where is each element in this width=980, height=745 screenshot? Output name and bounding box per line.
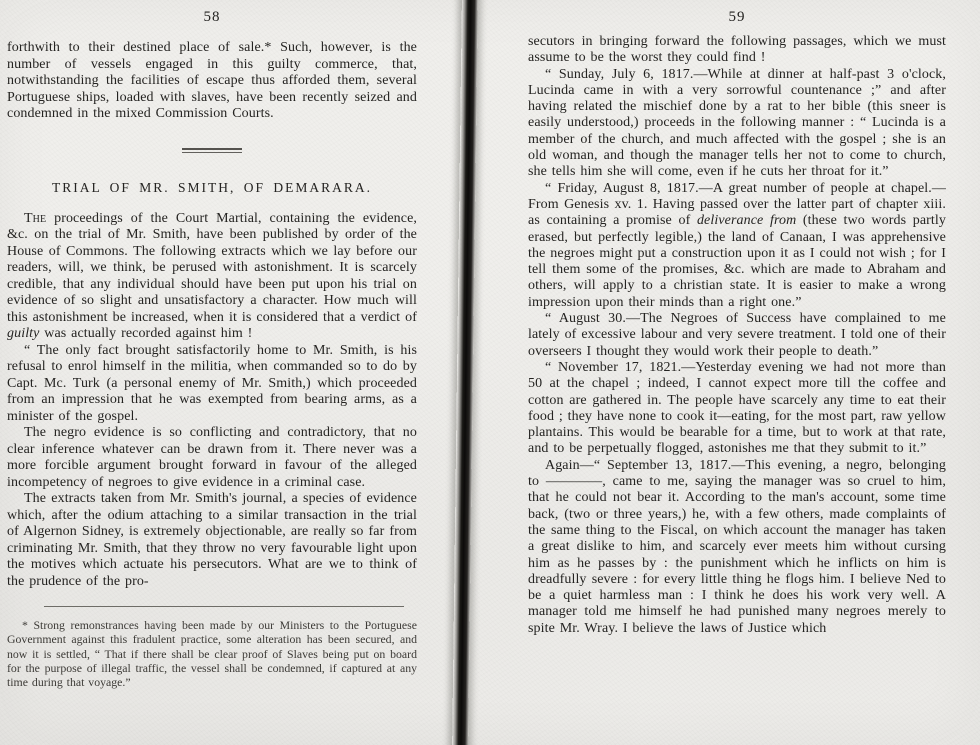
footnote: * Strong remonstrances having been made by our Ministers to the Portuguese Government against this fradulent practice, some alteration has been secured, and now it is settled, “ That if there shall be clear proof of Slaves being put on board for the purpose of illegal traffic, the vessel shall be condemned, if captured at any time during that voyage.”	[7, 618, 417, 690]
paragraph: Again—“ September 13, 1817.—This evening, a negro, belonging to ————, came to me, saying the manager was so cruel to him, that he could not bear it. According to the man's account, some time back, (two or three years,) he, with a few others, made complaints of the same thing to the Fiscal, on which account the manager has taken a great dislike to him, and scarcely ever meets him without cursing him as he passes by : the punishment which he inflicts on him is dreadfully severe : for every little thing he flogs him. I believe Ned to be a quiet harmless man : I think he does his work very well. A manager told me himself he had punished many negroes merely to spite Mr. Wray. I believe the laws of Justice which	[528, 457, 946, 636]
paragraph: The negro evidence is so conflicting and contradictory, that no clear inference whatever can be drawn from it. There never was a more forcible argument brought forward in favour of the alleged incompetency of negroes to give evidence in a criminal case.	[7, 425, 417, 490]
paragraph: “ November 17, 1821.—Yesterday evening we had not more than 50 at the chapel ; indeed, I cannot expect more till the coffee and cotton are gathered in. The people have scarcely any time to eat their food ; they have none to cook it—eating, for the most part, raw yellow plantains. This would be bearable for a time, but to work at that rate, and to be perpetually flogged, astonishes me that they submit to it.”	[528, 359, 946, 457]
paragraph: “ Sunday, July 6, 1817.—While at dinner at half-past 3 o'clock, Lucinda came in with a very sorrowful countenance ;” and after having related the mischief done by a rat to her bible (this sneer is easily understood,) proceeds in the following manner : “ Lucinda is a member of the church, and much affected with the gospel ; she is an old woman, and though the manager tells her not to come to church, she tells him she will come, even if he cuts her throat for it.”	[528, 66, 946, 180]
paragraph: “ Friday, August 8, 1817.—A great number of people at chapel.—From Genesis xv. 1. Having passed over the latter part of chapter xiii. as containing a promise of deliverance from (these two words partly erased, but perfectly legible,) the land of Canaan, I was apprehensive the negroes might put a construction upon it as I could not wish ; for I tell them some of the promises, &c. which are made to Abraham and others, will apply to a christian state. It is easier to make a wrong impression upon their minds than a right one.”	[528, 180, 946, 310]
footnote-separator-rule	[44, 606, 404, 607]
paragraph-continuation: forthwith to their destined place of sale.* Such, however, is the number of vessels engaged in this guilty commerce, that, notwithstanding the facilities of escape thus afforded them, several Portuguese ships, loaded with slaves, have been recently seized and condemned in the mixed Commission Courts.	[7, 40, 417, 121]
page-number-left: 58	[203, 9, 221, 25]
paragraph: “ August 30.—The Negroes of Success have complained to me lately of excessive labour and very severe treatment. I told one of their overseers I thought they would work their people to death.”	[528, 311, 946, 359]
paragraph: The extracts taken from Mr. Smith's journal, a species of evidence which, after the odium attaching to a similar transaction in the trial of Algernon Sidney, is extremely objectionable, are really so far from criminating Mr. Smith, that they throw no very favourable light upon the motives which actuate his persecutors. What are we to think of the prudence of the pro-	[7, 491, 417, 589]
page-58	[7, 0, 417, 745]
paragraph: The proceedings of the Court Martial, containing the evidence, &c. on the trial of Mr. Smith, have been published by order of the House of Commons. The following extracts which we lay before our readers, will, we think, be perused with astonishment. It is scarcely credible, that any individual should have been put upon his trial on evidence of so slight and unsatisfactory a character. How much will this astonishment be increased, when it is considered that a verdict of guilty was actually recorded against him !	[7, 210, 417, 341]
book-gutter-shadow	[452, 0, 478, 745]
section-divider-rule	[182, 148, 242, 153]
page-59	[528, 0, 946, 745]
paragraph-continuation: secutors in bringing forward the following passages, which we must assume to be the worst they could find !	[528, 34, 946, 66]
page-number-right: 59	[728, 9, 746, 25]
section-heading: TRIAL OF MR. SMITH, OF DEMARARA.	[51, 179, 373, 195]
paragraph: “ The only fact brought satisfactorily home to Mr. Smith, is his refusal to enrol himself in the militia, when commanded so to do by Capt. Mc. Turk (a personal enemy of Mr. Smith,) which proceeded from an impression that he was exempted from bearing arms, as a minister of the gospel.	[7, 342, 417, 424]
